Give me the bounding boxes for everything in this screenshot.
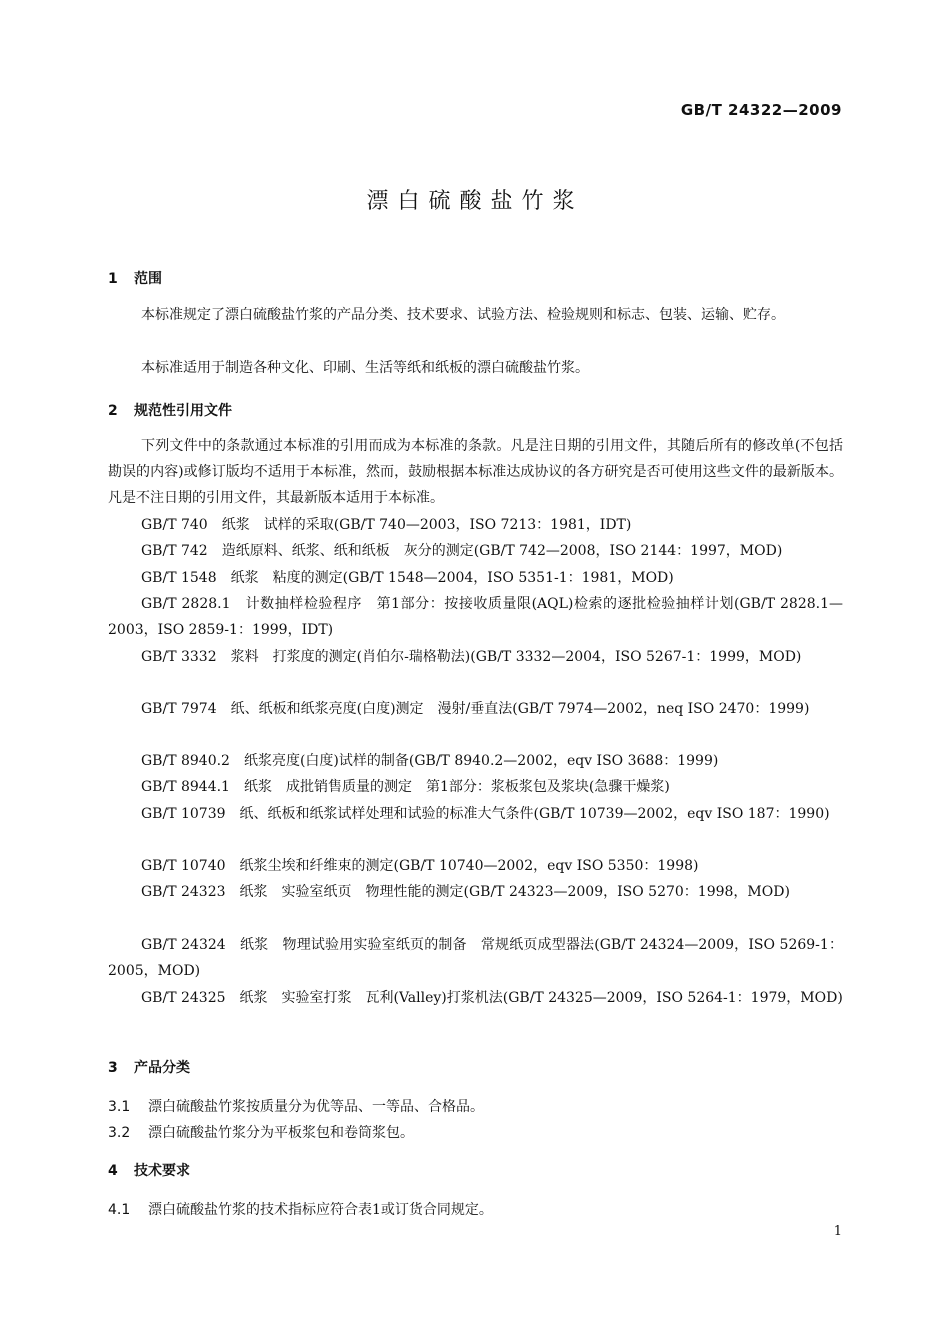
clause-number: 3.1 [108, 1099, 131, 1115]
clause-text: 漂白硫酸盐竹浆分为平板浆包和卷筒浆包。 [148, 1125, 414, 1141]
section-3-heading [108, 1057, 190, 1077]
reference-item: GB/T 24324 纸浆 物理试验用实验室纸页的制备 常规纸页成型器法(GB/T 24324—2009，ISO 5269-1：2005，MOD) [108, 937, 843, 979]
reference-item: GB/T 10739 纸、纸板和纸浆试样处理和试验的标准大气条件(GB/T 10739—2002，eqv ISO 187：1990) [141, 806, 830, 822]
paragraph: 本标准适用于制造各种文化、印刷、生活等纸和纸板的漂白硫酸盐竹浆。 [141, 360, 589, 376]
clause-text: 漂白硫酸盐竹浆按质量分为优等品、一等品、合格品。 [148, 1099, 484, 1115]
section-2-heading [108, 400, 232, 420]
reference-item: GB/T 8944.1 纸浆 成批销售质量的测定 第1部分：浆板浆包及浆块(急骤干燥浆) [141, 779, 670, 795]
clause-text: 漂白硫酸盐竹浆的技术指标应符合表1或订货合同规定。 [148, 1202, 493, 1218]
document-title: 漂白硫酸盐竹浆 [366, 189, 584, 214]
reference-item: GB/T 1548 纸浆 粘度的测定(GB/T 1548—2004，ISO 5351-1：1981，MOD) [141, 570, 674, 586]
clause-number: 3.2 [108, 1125, 131, 1141]
reference-item: GB/T 8940.2 纸浆亮度(白度)试样的制备(GB/T 8940.2—2002，eqv ISO 3688：1999) [141, 753, 719, 769]
section-number: 4 [108, 1163, 118, 1179]
section-title: 产品分类 [134, 1060, 190, 1076]
clause-3-1 [108, 1096, 484, 1116]
reference-item: GB/T 3332 浆料 打浆度的测定(肖伯尔-瑞格勒法)(GB/T 3332—2004，ISO 5267-1：1999，MOD) [141, 649, 802, 665]
section-title: 规范性引用文件 [134, 403, 232, 419]
reference-item: GB/T 24323 纸浆 实验室纸页 物理性能的测定(GB/T 24323—2009，ISO 5270：1998，MOD) [141, 884, 790, 900]
reference-item: GB/T 742 造纸原料、纸浆、纸和纸板 灰分的测定(GB/T 742—2008，ISO 2144：1997，MOD) [141, 543, 783, 559]
standard-number: GB/T 24322—2009 [680, 101, 842, 119]
section-number: 1 [108, 271, 118, 287]
reference-item: GB/T 24325 纸浆 实验室打浆 瓦利(Valley)打浆机法(GB/T 24325—2009，ISO 5264-1：1979，MOD) [141, 990, 843, 1006]
section-4-heading [108, 1160, 190, 1180]
clause-number: 4.1 [108, 1202, 131, 1218]
section-number: 3 [108, 1060, 118, 1076]
clause-4-1 [108, 1199, 493, 1219]
page-number: 1 [833, 1224, 842, 1239]
reference-item: GB/T 2828.1 计数抽样检验程序 第1部分：按接收质量限(AQL)检索的逐批检验抽样计划(GB/T 2828.1—2003，ISO 2859-1：1999，IDT) [108, 596, 843, 638]
reference-item: GB/T 740 纸浆 试样的采取(GB/T 740—2003，ISO 7213：1981，IDT) [141, 517, 632, 533]
section-title: 范围 [134, 271, 162, 287]
reference-item: GB/T 7974 纸、纸板和纸浆亮度(白度)测定 漫射/垂直法(GB/T 7974—2002，neq ISO 2470：1999) [141, 701, 810, 717]
section-number: 2 [108, 403, 118, 419]
paragraph: 下列文件中的条款通过本标准的引用而成为本标准的条款。凡是注日期的引用文件，其随后所有的修改单(不包括勘误的内容)或修订版均不适用于本标准，然而，鼓励根据本标准达成协议的各方研究是否可使用这些文件的最新版本。凡是不注日期的引用文件，其最新版本适用于本标准。 [108, 438, 843, 506]
section-1-heading [108, 268, 162, 288]
paragraph: 本标准规定了漂白硫酸盐竹浆的产品分类、技术要求、试验方法、检验规则和标志、包装、运输、贮存。 [141, 307, 785, 323]
clause-3-2 [108, 1122, 414, 1142]
section-title: 技术要求 [134, 1163, 190, 1179]
reference-item: GB/T 10740 纸浆尘埃和纤维束的测定(GB/T 10740—2002，eqv ISO 5350：1998) [141, 858, 699, 874]
